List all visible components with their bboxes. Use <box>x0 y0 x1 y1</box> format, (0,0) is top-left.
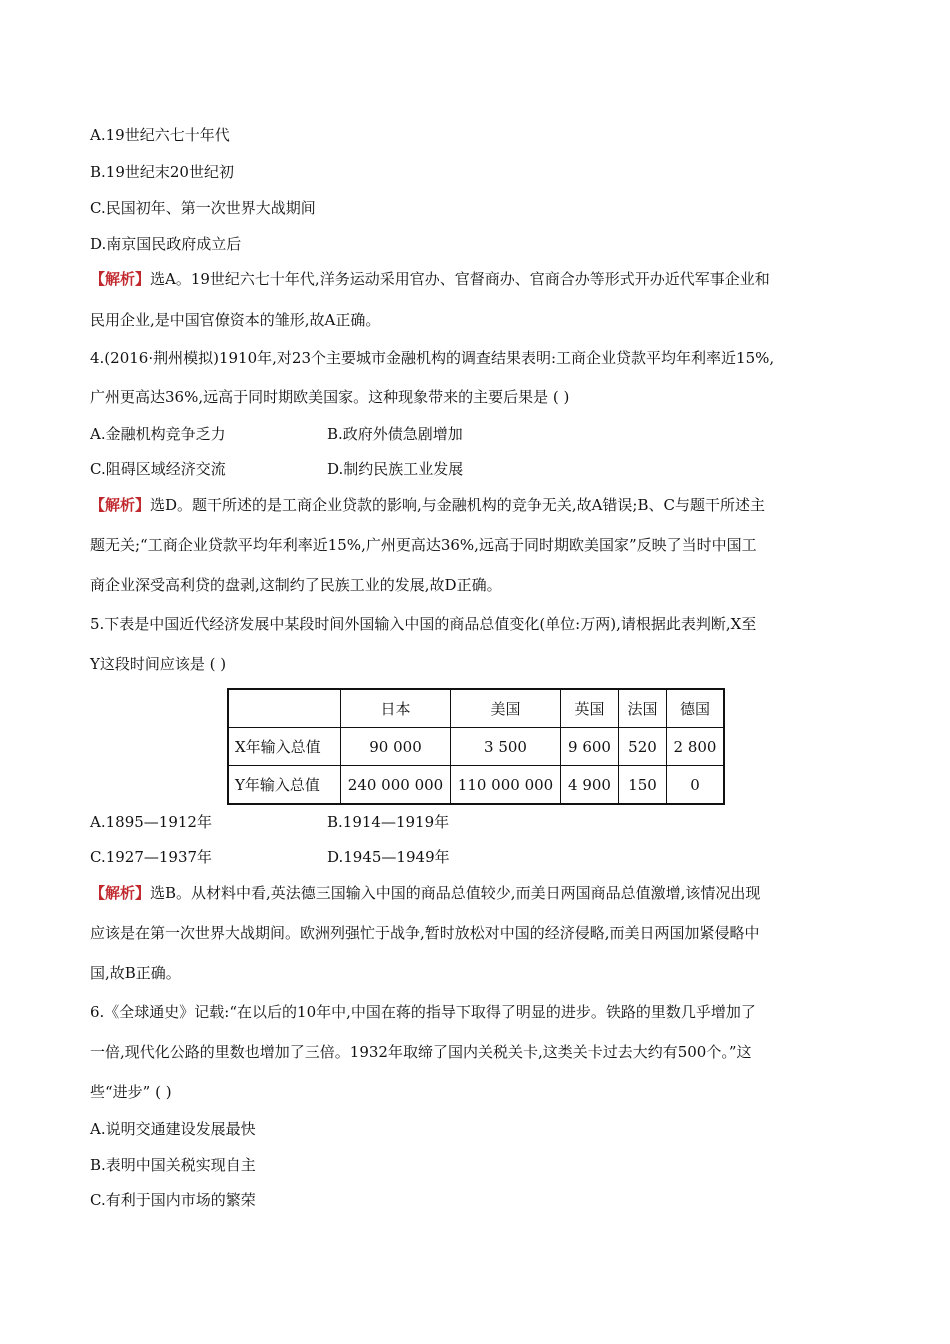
table-cell: 150 <box>619 766 667 805</box>
q6-option-b: B.表明中国关税实现自主 <box>90 1156 256 1174</box>
q4-option-c: C.阻碍区域经济交流 <box>90 460 226 478</box>
analysis-tag: 【解析】 <box>90 496 151 514</box>
table-cell: 2 800 <box>667 728 725 766</box>
q4-options-row-2 <box>90 459 464 479</box>
q5-analysis-line-1 <box>90 883 760 903</box>
table-cell: 110 000 000 <box>451 766 561 805</box>
q4-analysis-line-3: 商企业深受高利贷的盘剥,这制约了民族工业的发展,故D正确。 <box>90 576 502 594</box>
q4-stem-line-2: 广州更高达36%,远高于同时期欧美国家。这种现象带来的主要后果是 ( ) <box>90 388 570 406</box>
q4-option-b: B.政府外债急剧增加 <box>327 425 463 443</box>
table-header-cell: 美国 <box>451 689 561 728</box>
q6-stem-line-1: 6.《全球通史》记载:“在以后的10年中,中国在蒋的指导下取得了明显的进步。铁路的里数几乎增加了 <box>90 1003 756 1021</box>
table-cell: 90 000 <box>341 728 451 766</box>
table-row <box>228 766 724 805</box>
analysis-text: 选B。从材料中看,英法德三国输入中国的商品总值较少,而美日两国商品总值激增,该情况出现 <box>150 884 761 902</box>
table-cell: 3 500 <box>451 728 561 766</box>
table-header-cell: 日本 <box>341 689 451 728</box>
table-row-label: X年输入总值 <box>228 728 341 766</box>
q4-stem-line-1: 4.(2016·荆州模拟)1910年,对23个主要城市金融机构的调查结果表明:工商企业贷款平均年利率近15%, <box>90 349 775 367</box>
q6-stem-line-3: 些“进步” ( ) <box>90 1083 172 1101</box>
table-header-cell <box>228 689 341 728</box>
q4-options-row-1 <box>90 424 463 444</box>
table-header-cell: 德国 <box>667 689 725 728</box>
q6-stem-line-2: 一倍,现代化公路的里数也增加了三倍。1932年取缔了国内关税关卡,这类关卡过去大约有500个。”这 <box>90 1043 752 1061</box>
q5-option-b: B.1914—1919年 <box>327 813 450 831</box>
table-row <box>228 728 724 766</box>
table-header-cell: 英国 <box>561 689 619 728</box>
q6-option-a: A.说明交通建设发展最快 <box>90 1120 256 1138</box>
table-header-row <box>228 689 724 728</box>
analysis-text: 选D。题干所述的是工商企业贷款的影响,与金融机构的竞争无关,故A错误;B、C与题干所述主 <box>150 496 765 514</box>
q5-stem-line-2: Y这段时间应该是 ( ) <box>90 655 227 673</box>
q4-option-d: D.制约民族工业发展 <box>327 460 464 478</box>
table-cell: 0 <box>667 766 725 805</box>
analysis-tag: 【解析】 <box>90 270 151 288</box>
q5-analysis-line-3: 国,故B正确。 <box>90 964 181 982</box>
q6-option-c: C.有利于国内市场的繁荣 <box>90 1191 256 1209</box>
q3-analysis-line-1 <box>90 269 770 289</box>
table-row-label: Y年输入总值 <box>228 766 341 805</box>
q3-option-c: C.民国初年、第一次世界大战期间 <box>90 199 316 217</box>
q5-option-d: D.1945—1949年 <box>327 848 450 866</box>
q5-options-row-2 <box>90 847 450 867</box>
import-value-table <box>227 688 725 805</box>
table-cell: 520 <box>619 728 667 766</box>
q3-analysis-line-2: 民用企业,是中国官僚资本的雏形,故A正确。 <box>90 311 381 329</box>
q5-option-c: C.1927—1937年 <box>90 848 213 866</box>
q4-analysis-line-1 <box>90 495 765 515</box>
q5-stem-line-1: 5.下表是中国近代经济发展中某段时间外国输入中国的商品总值变化(单位:万两),请根据此表判断,X至 <box>90 615 757 633</box>
q3-option-d: D.南京国民政府成立后 <box>90 235 242 253</box>
q4-analysis-line-2: 题无关;“工商企业贷款平均年利率近15%,广州更高达36%,远高于同时期欧美国家”反映了当时中国工 <box>90 536 757 554</box>
table-cell: 9 600 <box>561 728 619 766</box>
table-cell: 4 900 <box>561 766 619 805</box>
q3-option-b: B.19世纪末20世纪初 <box>90 163 234 181</box>
q5-analysis-line-2: 应该是在第一次世界大战期间。欧洲列强忙于战争,暂时放松对中国的经济侵略,而美日两国加紧侵略中 <box>90 924 760 942</box>
analysis-text: 选A。19世纪六七十年代,洋务运动采用官办、官督商办、官商合办等形式开办近代军事企业和 <box>150 270 770 288</box>
q3-option-a: A.19世纪六七十年代 <box>90 126 230 144</box>
table-header-cell: 法国 <box>619 689 667 728</box>
q4-option-a: A.金融机构竞争乏力 <box>90 425 226 443</box>
q5-option-a: A.1895—1912年 <box>90 813 212 831</box>
table-cell: 240 000 000 <box>341 766 451 805</box>
q5-options-row-1 <box>90 812 450 832</box>
analysis-tag: 【解析】 <box>90 884 151 902</box>
